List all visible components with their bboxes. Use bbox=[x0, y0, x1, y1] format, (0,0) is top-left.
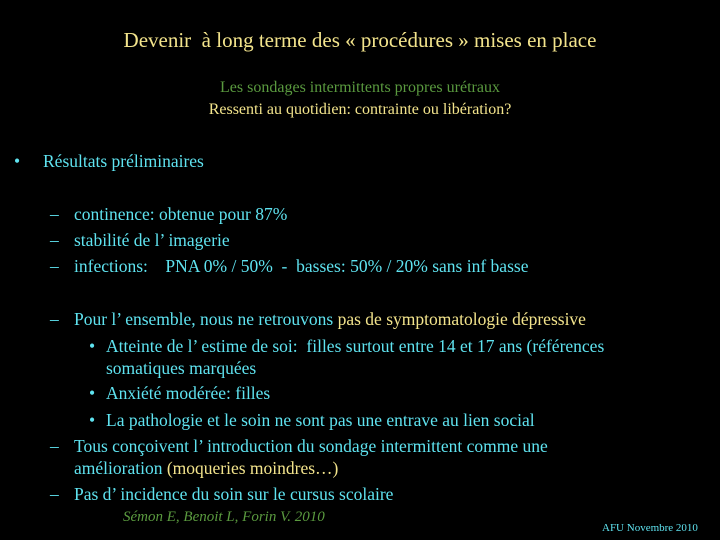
footer-event: AFU Novembre 2010 bbox=[602, 522, 698, 534]
dash-marker: – bbox=[50, 436, 59, 456]
item-imagerie: stabilité de l’ imagerie bbox=[74, 230, 230, 250]
dash-marker: – bbox=[50, 309, 59, 329]
item-concoivent-text: amélioration bbox=[74, 458, 167, 478]
sub-bullet-marker: • bbox=[89, 383, 96, 403]
sub-item-anxiete: Anxiété modérée: filles bbox=[106, 383, 271, 403]
slide-subtitle-topic: Les sondages intermittents propres urétraux bbox=[220, 79, 500, 96]
item-ensemble-highlight: pas de symptomatologie dépressive bbox=[337, 309, 586, 329]
sub-item-estime-line1: Atteinte de l’ estime de soi: filles surtout entre 14 et 17 ans (références bbox=[106, 336, 605, 356]
slide-subtitle-question: Ressenti au quotidien: contrainte ou libération? bbox=[208, 101, 512, 118]
sub-bullet-marker: • bbox=[89, 410, 96, 430]
sub-item-pathologie: La pathologie et le soin ne sont pas une entrave au lien social bbox=[106, 410, 535, 430]
item-concoivent-highlight: (moqueries moindres…) bbox=[166, 458, 339, 478]
item-ensemble bbox=[74, 308, 586, 330]
item-concoivent-line1: Tous conçoivent l’ introduction du sondage intermittent comme une bbox=[74, 436, 548, 456]
sub-item-estime-line2: somatiques marquées bbox=[106, 358, 257, 378]
item-continence: continence: obtenue pour 87% bbox=[74, 204, 288, 224]
bullet-marker: • bbox=[14, 151, 21, 171]
sub-bullet-marker: • bbox=[89, 336, 96, 356]
bullet-resultats: Résultats préliminaires bbox=[43, 151, 204, 171]
dash-marker: – bbox=[50, 484, 59, 504]
item-ensemble-text: Pour l’ ensemble, nous ne retrouvons bbox=[74, 309, 338, 329]
item-scolaire: Pas d’ incidence du soin sur le cursus scolaire bbox=[74, 484, 394, 504]
dash-marker: – bbox=[50, 204, 59, 224]
dash-marker: – bbox=[50, 256, 59, 276]
item-concoivent-line2 bbox=[74, 457, 338, 479]
slide-title: Devenir à long terme des « procédures » mises en place bbox=[123, 28, 597, 52]
dash-marker: – bbox=[50, 230, 59, 250]
citation: Sémon E, Benoit L, Forin V. 2010 bbox=[123, 509, 325, 525]
item-infections: infections: PNA 0% / 50% - basses: 50% / 20% sans inf basse bbox=[74, 256, 529, 276]
